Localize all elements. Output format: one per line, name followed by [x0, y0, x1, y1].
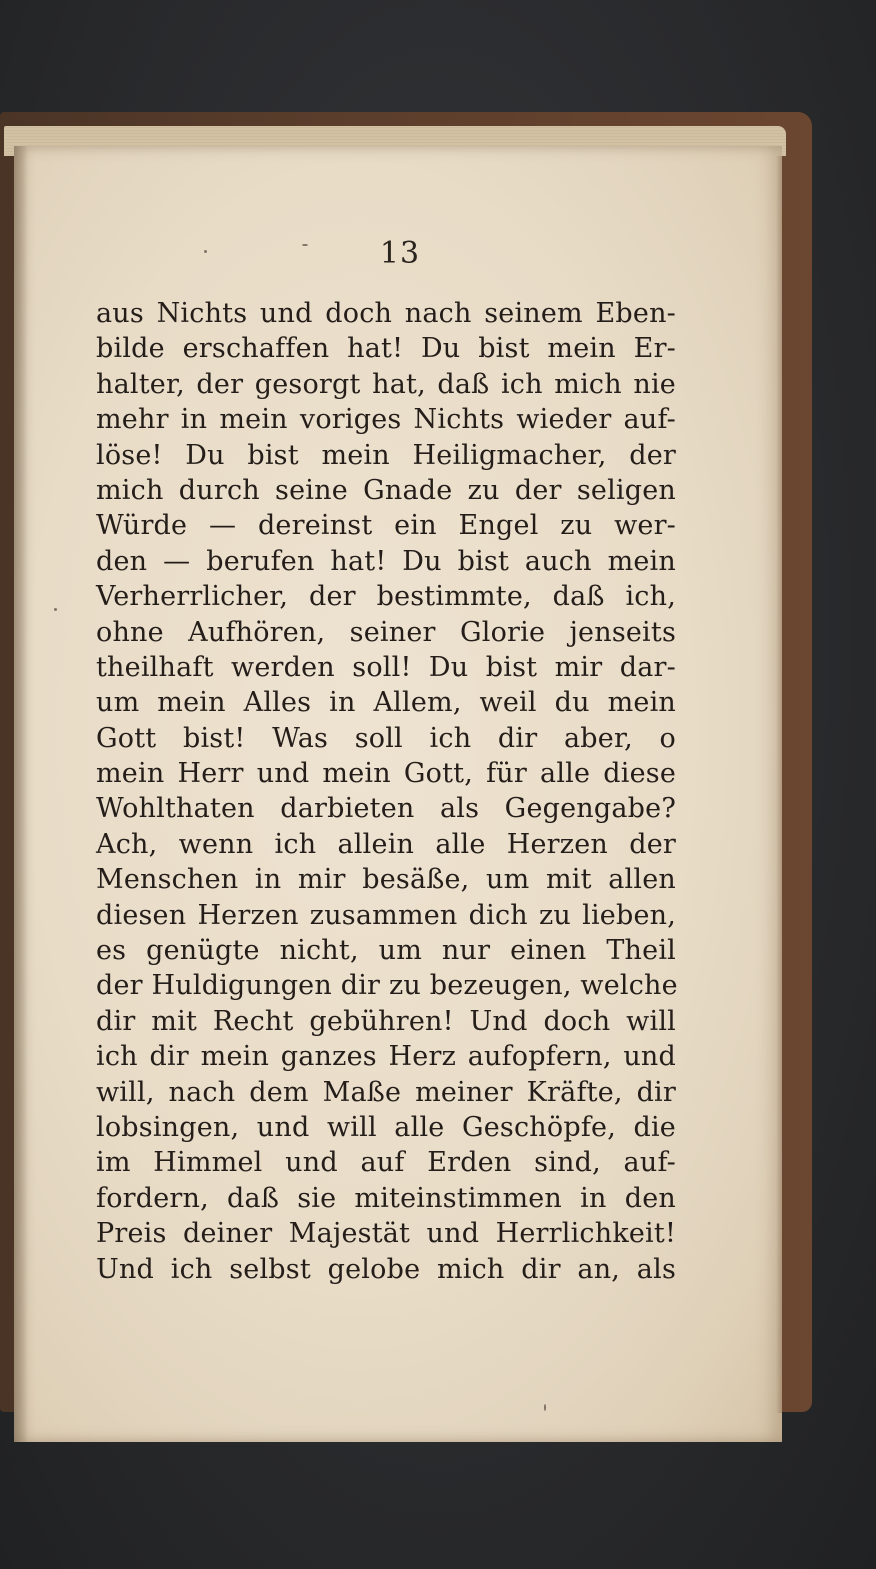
text-line: es genügte nicht, um nur einen Theil: [96, 935, 676, 967]
text-line: mehr in mein voriges Nichts wieder auf-: [96, 404, 676, 436]
body-text: [96, 296, 676, 1287]
text-line: Wohlthaten darbieten als Gegengabe?: [96, 793, 676, 825]
text-line: fordern, daß sie miteinstimmen in den: [96, 1182, 676, 1214]
page-number: 13: [379, 236, 421, 271]
text-line: löse! Du bist mein Heiligmacher, der: [96, 439, 676, 471]
text-line: theilhaft werden soll! Du bist mir dar-: [96, 651, 676, 683]
text-line: Ach, wenn ich allein alle Herzen der: [96, 828, 676, 860]
text-line: der Huldigungen dir zu bezeugen, welche: [96, 970, 678, 1002]
text-line: Würde — dereinst ein Engel zu wer-: [96, 510, 676, 542]
text-line: aus Nichts und doch nach seinem Eben-: [96, 298, 676, 329]
book-page: [14, 146, 782, 1442]
gutter-shadow: [14, 146, 28, 1442]
text-line: ich dir mein ganzes Herz aufopfern, und: [96, 1041, 676, 1073]
text-line: mich durch seine Gnade zu der seligen: [96, 474, 676, 506]
page-right-edge: [776, 156, 782, 1413]
text-line: halter, der gesorgt hat, daß ich mich nie: [96, 368, 676, 400]
paper-speck: [204, 250, 207, 253]
paper-speck: [544, 1404, 546, 1411]
text-line: will, nach dem Maße meiner Kräfte, dir: [96, 1076, 676, 1108]
text-line: lobsingen, und will alle Geschöpfe, die: [96, 1111, 676, 1143]
text-line: Preis deiner Majestät und Herrlichkeit!: [96, 1218, 676, 1250]
paper-speck: [302, 244, 308, 246]
text-line: Und ich selbst gelobe mich dir an, als: [96, 1253, 676, 1285]
text-line: Verherrlicher, der bestimmte, daß ich,: [96, 581, 676, 613]
text-line: ohne Aufhören, seiner Glorie jenseits: [96, 616, 676, 648]
text-line: um mein Alles in Allem, weil du mein: [96, 687, 676, 719]
text-line: diesen Herzen zusammen dich zu lieben,: [96, 899, 676, 931]
text-line: mein Herr und mein Gott, für alle diese: [96, 758, 676, 790]
text-line: bilde erschaffen hat! Du bist mein Er-: [96, 333, 676, 365]
paper-speck: [54, 608, 57, 611]
text-line: Gott bist! Was soll ich dir aber, o: [96, 722, 676, 754]
text-line: Menschen in mir besäße, um mit allen: [96, 864, 676, 896]
text-line: im Himmel und auf Erden sind, auf-: [96, 1147, 676, 1179]
text-line: dir mit Recht gebühren! Und doch will: [96, 1005, 676, 1037]
text-line: den — berufen hat! Du bist auch mein: [96, 545, 676, 577]
